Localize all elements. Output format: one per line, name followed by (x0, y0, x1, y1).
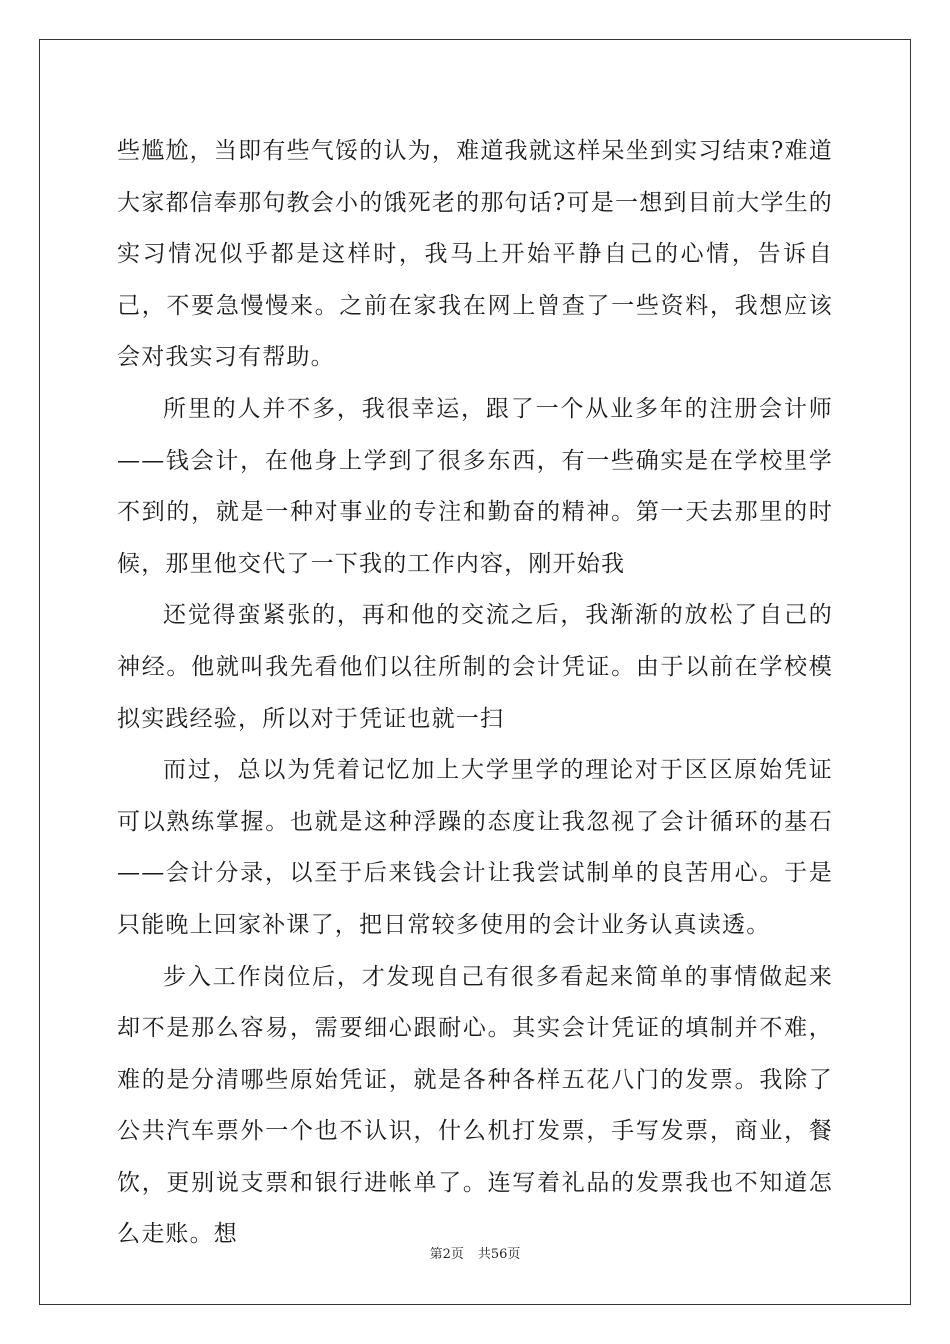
paragraph-4: 而过，总以为凭着记忆加上大学里学的理论对于区区原始凭证可以熟练掌握。也就是这种浮躁的态度让我忽视了会计循环的基石——会计分录，以至于后来钱会计让我尝试制单的良苦用心。于是只能晚上回家补课了，把日常较多使用的会计业务认真读透。 (117, 757, 833, 938)
paragraph-3: 还觉得蛮紧张的，再和他的交流之后，我渐渐的放松了自己的神经。他就叫我先看他们以往所制的会计凭证。由于以前在学校模拟实践经验，所以对于凭证也就一扫 (117, 602, 833, 732)
current-page-number: 第2页 (429, 1247, 464, 1262)
paragraph-5: 步入工作岗位后，才发现自己有很多看起来简单的事情做起来却不是那么容易，需要细心跟耐心。其实会计凭证的填制并不难，难的是分清哪些原始凭证，就是各种各样五花八门的发票。我除了公共汽车票外一个也不认识，什么机打发票，手写发票，商业，餐饮，更别说支票和银行进帐单了。连写着礼品的发票我也不知道怎么走账。想 (117, 963, 833, 1248)
paragraph-2: 所里的人并不多，我很幸运，跟了一个从业多年的注册会计师——钱会计，在他身上学到了很多东西，有一些确实是在学校里学不到的，就是一种对事业的专注和勤奋的精神。第一天去那里的时候，那里他交代了一下我的工作内容，刚开始我 (117, 395, 833, 577)
total-page-count: 共56页 (477, 1247, 521, 1262)
document-body (117, 126, 833, 1261)
paragraph-1: 些尴尬，当即有些气馁的认为，难道我就这样呆坐到实习结束?难道大家都信奉那句教会小的饿死老的那句话?可是一想到目前大学生的实习情况似乎都是这样时，我马上开始平静自己的心情，告诉自己，不要急慢慢来。之前在家我在网上曾查了一些资料，我想应该会对我实习有帮助。 (117, 138, 833, 371)
page-footer (0, 1246, 950, 1264)
